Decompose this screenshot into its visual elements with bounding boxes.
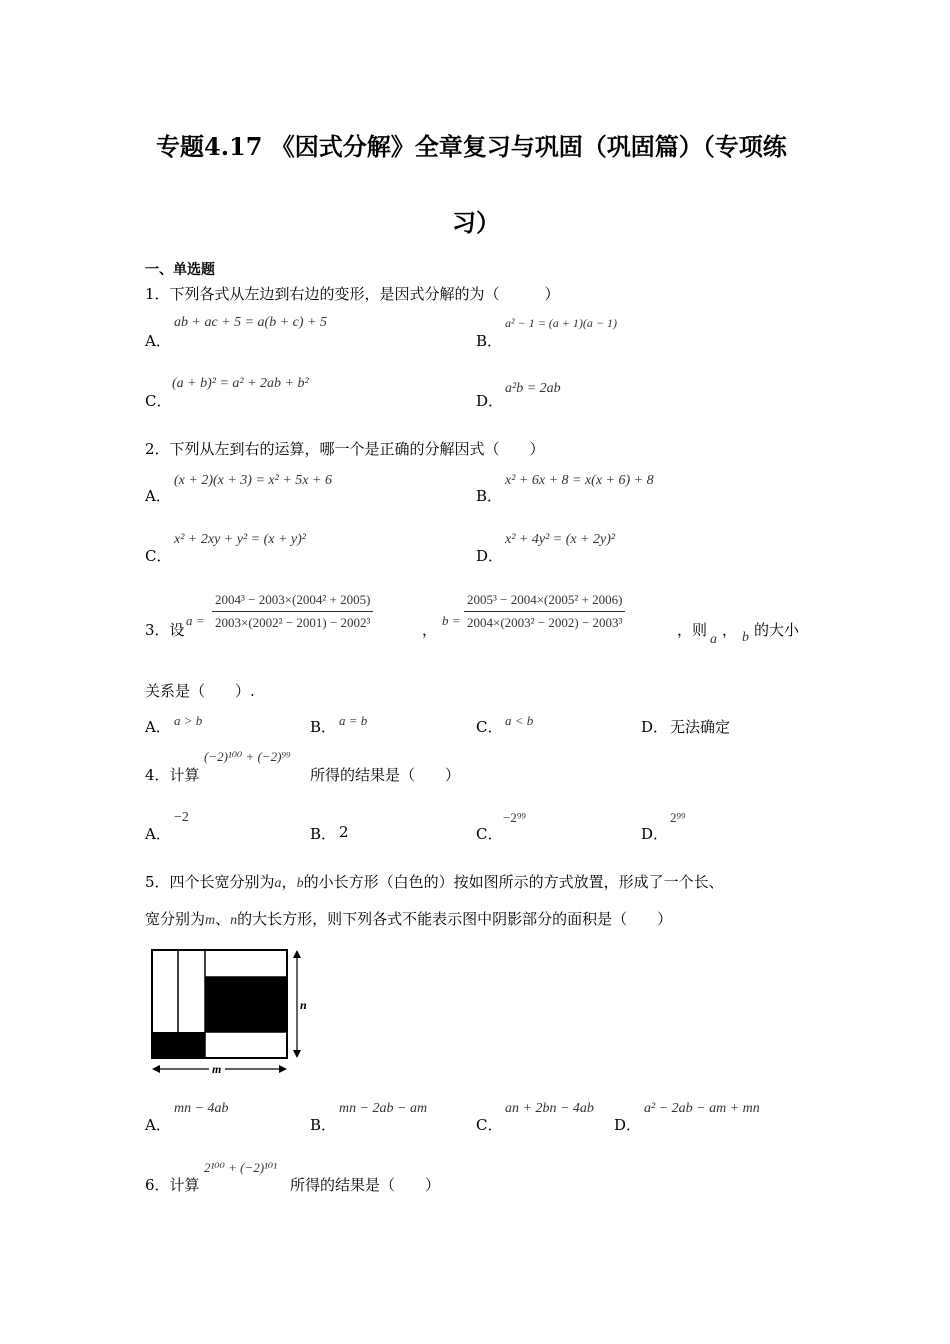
q3-option-b-letter: B．	[310, 718, 337, 736]
shaded-region-bottom	[152, 1032, 205, 1058]
page-title-line1: 专题4.17 《因式分解》全章复习与巩固（巩固篇）（专项练	[156, 132, 787, 161]
q1-option-c-expr: (a + b)² = a² + 2ab + b²	[172, 376, 309, 391]
shaded-region-top	[205, 977, 287, 1032]
q6-expr: 2¹⁰⁰ + (−2)¹⁰¹	[204, 1160, 278, 1175]
q2-option-c-letter: C．	[145, 547, 172, 565]
q1-option-a-expr: ab + ac + 5 = a(b + c) + 5	[174, 315, 327, 330]
q5-rectangle-figure	[145, 945, 315, 1080]
question-6-prefix: 6．计算	[145, 1176, 200, 1194]
q5-line1-part1: 5．四个长宽分别为	[145, 873, 275, 891]
n-arrow-top	[293, 950, 301, 958]
q3-a-denominator: 2003×(2002² − 2001) − 2002³	[215, 615, 371, 630]
q5-var-a: a	[274, 876, 282, 891]
q3-a-fraction	[212, 592, 373, 631]
q4-option-d-letter: D．	[641, 825, 669, 843]
q5-line2-part2: 、	[215, 910, 231, 928]
question-5-line1	[145, 871, 724, 892]
q1-option-d-letter: D．	[476, 392, 504, 410]
q3-option-b-expr: a = b	[339, 713, 368, 728]
q2-option-c-expr: x² + 2xy + y² = (x + y)²	[174, 532, 306, 547]
q3-b-label: b =	[442, 613, 461, 628]
q5-line1-part2: ，	[281, 873, 297, 891]
q4-option-a-expr: −2	[174, 810, 189, 825]
q5-option-b-expr: mn − 2ab − am	[339, 1101, 428, 1116]
section-heading: 一、单选题	[145, 262, 215, 278]
q3-b-numerator: 2005³ − 2004×(2005² + 2006)	[464, 592, 625, 612]
q3-option-c-expr: a < b	[505, 713, 534, 728]
q5-var-m: m	[205, 913, 216, 928]
n-label: n	[300, 998, 307, 1012]
q3-a-numerator: 2004³ − 2003×(2004² + 2005)	[212, 592, 373, 612]
m-arrow-left	[152, 1065, 160, 1073]
question-2-stem: 2．下列从左到右的运算，哪一个是正确的分解因式（ ）	[145, 440, 545, 458]
question-3-prefix: 3．设	[145, 621, 185, 639]
q5-option-b-letter: B．	[310, 1116, 337, 1134]
q4-option-b-letter: B．	[310, 825, 337, 843]
q3-var-a: a	[710, 632, 717, 647]
q4-option-c-letter: C．	[476, 825, 503, 843]
q2-option-a-letter: A．	[145, 487, 171, 505]
q2-option-d-letter: D．	[476, 547, 504, 565]
q5-var-b: b	[296, 876, 304, 891]
q3-then: ，则	[677, 621, 708, 639]
q3-option-a-letter: A．	[145, 718, 171, 736]
q4-suffix: 所得的结果是（ ）	[310, 766, 461, 784]
q1-option-b-expr: a² − 1 = (a + 1)(a − 1)	[505, 316, 617, 330]
q5-line2-part1: 宽分别为	[145, 910, 206, 928]
q3-var-b: b	[742, 630, 749, 645]
q5-option-d-letter: D．	[614, 1116, 642, 1134]
m-label: m	[212, 1062, 222, 1076]
q4-option-b-text: 2	[339, 823, 349, 841]
q1-option-d-expr: a²b = 2ab	[505, 381, 561, 396]
q3-option-d-text: 无法确定	[670, 718, 731, 736]
q3-a-label: a =	[186, 613, 205, 628]
page-title-line2: 习）	[452, 208, 500, 237]
q3-option-d-letter: D．	[641, 718, 669, 736]
q5-var-n: n	[230, 913, 238, 928]
q4-option-a-letter: A．	[145, 825, 171, 843]
q5-option-a-expr: mn − 4ab	[174, 1101, 229, 1116]
q5-option-d-expr: a² − 2ab − am + mn	[644, 1101, 760, 1116]
q3-comma: ，	[422, 621, 438, 639]
q5-line2-part3: 的大长方形，则下列各式不能表示图中阴影部分的面积是（ ）	[237, 910, 673, 928]
q3-option-a-expr: a > b	[174, 713, 203, 728]
q5-line1-part3: 的小长方形（白色的）按如图所示的方式放置，形成了一个长、	[303, 873, 724, 891]
q5-option-c-expr: an + 2bn − 4ab	[505, 1101, 594, 1116]
q3-option-c-letter: C．	[476, 718, 503, 736]
q3-b-denominator: 2004×(2003² − 2002) − 2003³	[467, 615, 623, 630]
q3-line2: 关系是（ ）.	[145, 682, 255, 700]
q5-option-c-letter: C．	[476, 1116, 503, 1134]
q4-option-d-expr: 2⁹⁹	[670, 810, 686, 825]
q2-option-d-expr: x² + 4y² = (x + 2y)²	[505, 532, 616, 547]
q3-b-fraction	[464, 592, 625, 631]
q3-comma2: ，	[722, 621, 738, 639]
q3-tail: 的大小	[754, 621, 800, 639]
question-5-line2	[145, 908, 672, 929]
q1-option-a-letter: A．	[145, 332, 171, 350]
question-4-prefix: 4．计算	[145, 766, 200, 784]
q2-option-b-expr: x² + 6x + 8 = x(x + 6) + 8	[505, 473, 654, 488]
q1-option-b-letter: B．	[476, 332, 503, 350]
q2-option-b-letter: B．	[476, 487, 503, 505]
q1-option-c-letter: C．	[145, 392, 172, 410]
question-1-stem: 1．下列各式从左边到右边的变形，是因式分解的为（ ）	[145, 285, 560, 303]
q5-option-a-letter: A．	[145, 1116, 171, 1134]
q2-option-a-expr: (x + 2)(x + 3) = x² + 5x + 6	[174, 473, 332, 488]
q6-suffix: 所得的结果是（ ）	[290, 1176, 441, 1194]
q4-option-c-expr: −2⁹⁹	[503, 810, 526, 825]
n-arrow-bottom	[293, 1050, 301, 1058]
m-arrow-right	[279, 1065, 287, 1073]
q4-expr: (−2)¹⁰⁰ + (−2)⁹⁹	[204, 749, 291, 764]
